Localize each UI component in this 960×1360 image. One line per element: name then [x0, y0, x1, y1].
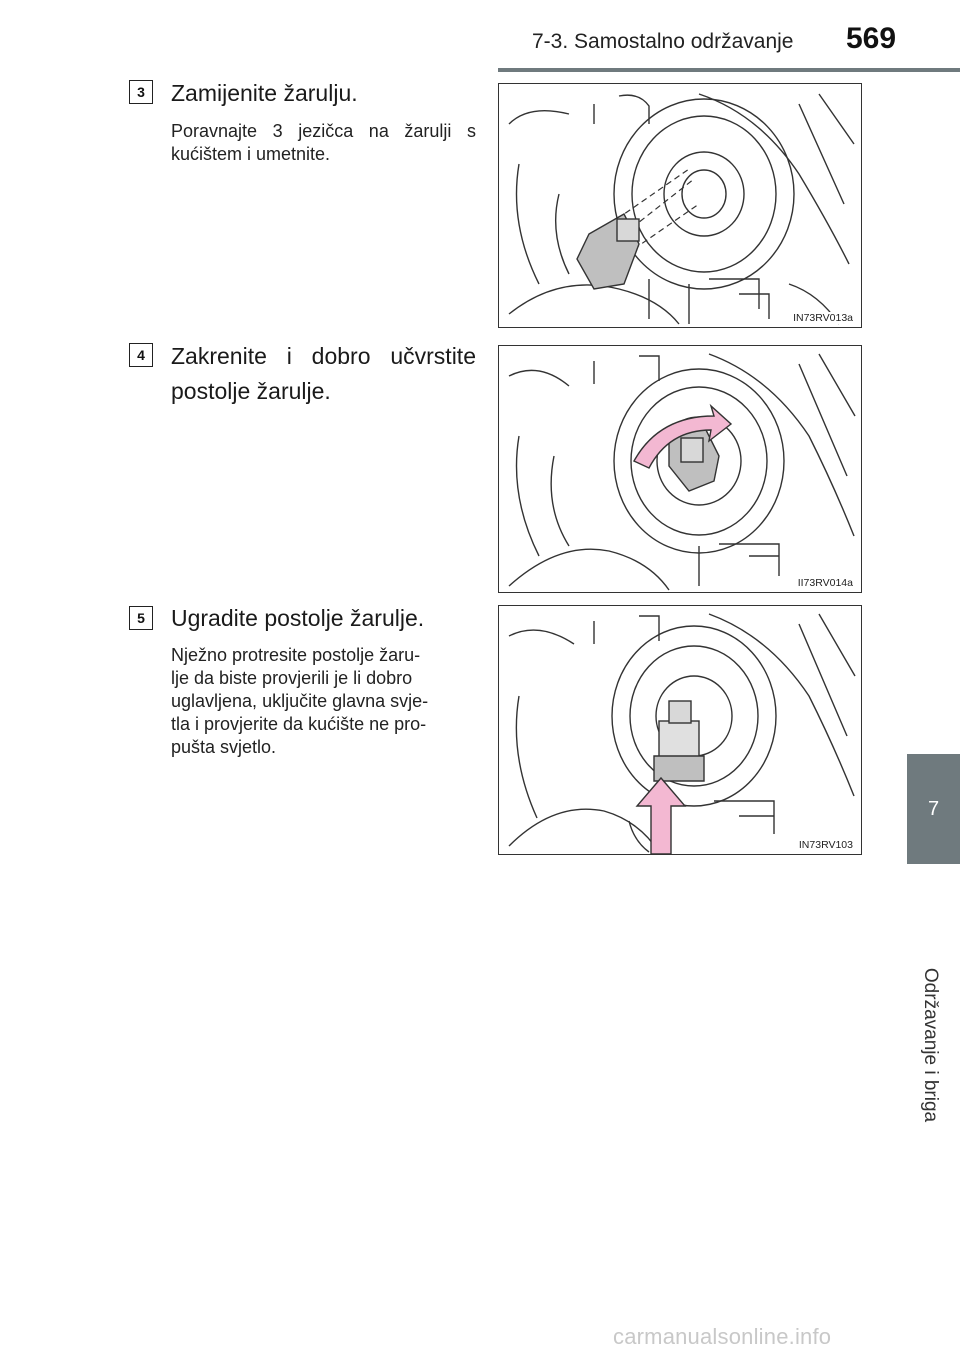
- step-number-3: 3: [129, 80, 153, 104]
- figure-step-4: [498, 345, 862, 593]
- step-3-title: Zamijenite žarulju.: [171, 80, 358, 106]
- figure-step-5: [498, 605, 862, 855]
- watermark: carmanualsonline.info: [613, 1324, 832, 1349]
- step-4-title-line-1: Zakrenite i dobro učvrstite: [171, 343, 476, 369]
- page-number: 569: [846, 22, 897, 55]
- step-number-4: 4: [129, 343, 153, 367]
- figure-code-step-4: II73RV014a: [797, 577, 853, 589]
- section-title: 7-3. Samostalno održavanje: [532, 30, 794, 53]
- chapter-tab: 7: [907, 754, 960, 864]
- chapter-tab-label: Održavanje i briga: [920, 967, 941, 1123]
- step-5-title: Ugradite postolje žarulje.: [171, 605, 425, 631]
- step-3-body: Poravnajte 3 jezičca na žarulji s kućištem i umetnite.: [171, 121, 476, 164]
- figure-code-step-5: IN73RV103: [798, 839, 853, 851]
- step-5-body: Nježno protresite postolje žaru- lje da biste provjerili je li dobro uglavljena, uključite glavna svje- tla i provjerite da kućište ne pro- pušta svjetlo.: [171, 645, 429, 757]
- headlight-bulb-insert-illustration: [499, 84, 861, 327]
- step-number-5: 5: [129, 606, 153, 630]
- step-4-title-line-2: postolje žarulje.: [171, 378, 331, 404]
- header-divider: [498, 68, 960, 72]
- figure-code-step-3: IN73RV013a: [793, 312, 853, 324]
- figure-step-3: [498, 83, 862, 328]
- headlight-bulb-rotate-illustration: [499, 346, 861, 592]
- headlight-bulb-install-illustration: [499, 606, 861, 854]
